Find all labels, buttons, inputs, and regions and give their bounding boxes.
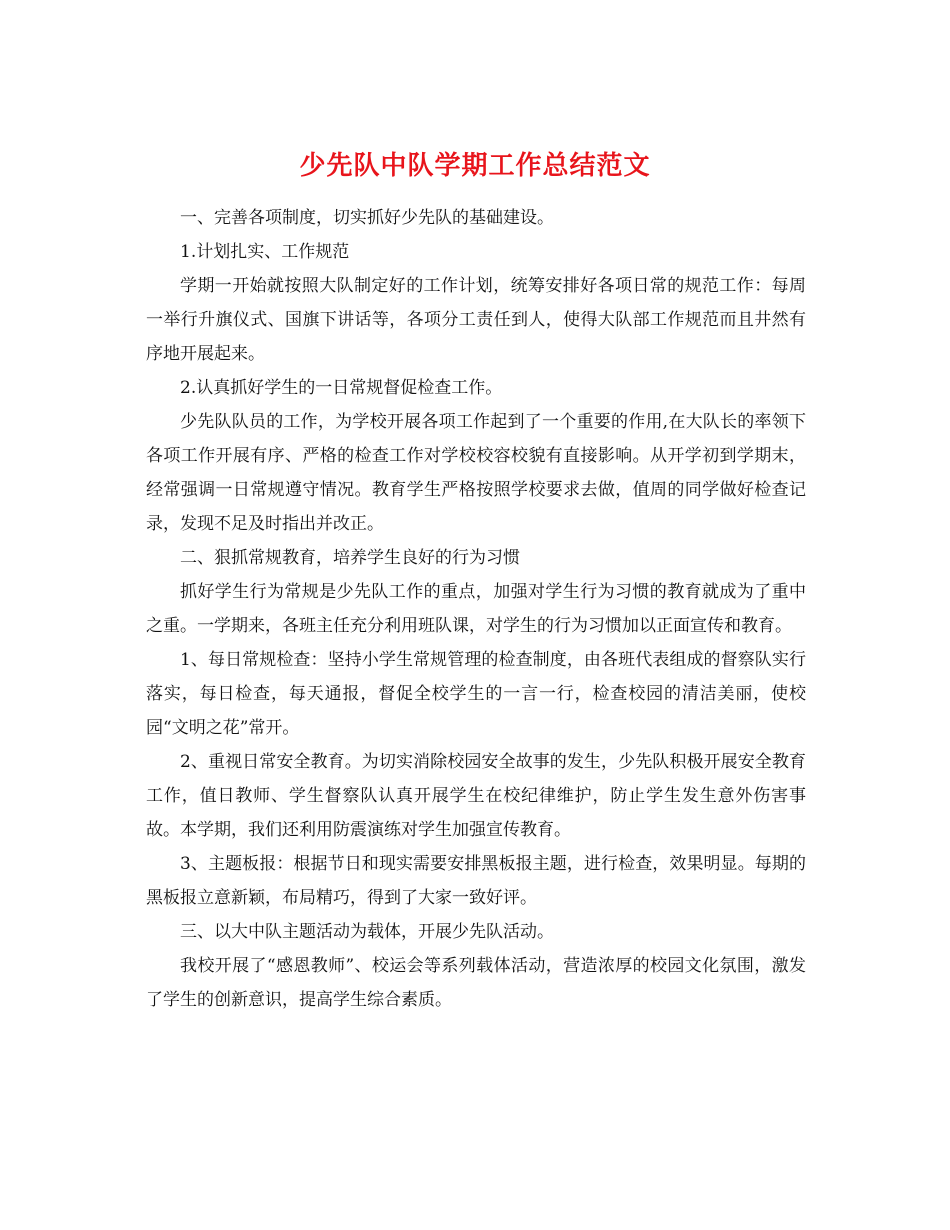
paragraph-body: 学期一开始就按照大队制定好的工作计划，统筹安排好各项日常的规范工作：每周一举行升旗仪式、国旗下讲话等，各项分工责任到人，使得大队部工作规范而且井然有序地开展起来。 [146,276,806,364]
paragraph-section-3-heading: 三、以大中队主题活动为载体，开展少先队活动。 [180,922,554,942]
document-body [146,201,806,1017]
paragraph-body: 我校开展了“感恩教师”、校运会等系列载体活动，营造浓厚的校园文化氛围，激发了学生的创新意识，提高学生综合素质。 [146,956,806,1010]
paragraph-body: 少先队队员的工作，为学校开展各项工作起到了一个重要的作用,在大队长的率领下各项工作开展有序、严格的检查工作对学校校容校貌有直接影响。从开学初到学期末，经常强调一日常规遵守情况。教育学生严格按照学校要求去做，值周的同学做好检查记录，发现不足及时指出并改正。 [146,412,806,534]
paragraph-section-2-heading: 二、狠抓常规教育，培养学生良好的行为习惯 [180,548,520,568]
paragraph-list-item-2: 2、重视日常安全教育。为切实消除校园安全故事的发生，少先队积极开展安全教育工作，值日教师、学生督察队认真开展学生在校纪律维护，防止学生发生意外伤害事故。本学期，我们还利用防震演练对学生加强宣传教育。 [146,752,806,840]
paragraph-section-1-heading: 一、完善各项制度，切实抓好少先队的基础建设。 [180,208,554,228]
paragraph-list-item-3: 3、主题板报：根据节日和现实需要安排黑板报主题，进行检查，效果明显。每期的黑板报立意新颖，布局精巧，得到了大家一致好评。 [146,854,806,908]
paragraph-body: 抓好学生行为常规是少先队工作的重点，加强对学生行为习惯的教育就成为了重中之重。一学期来，各班主任充分利用班队课，对学生的行为习惯加以正面宣传和教育。 [146,582,806,636]
paragraph-subheading-2: 2.认真抓好学生的一日常规督促检查工作。 [180,378,503,398]
paragraph-subheading-1: 1.计划扎实、工作规范 [180,242,350,262]
paragraph-list-item-1: 1、每日常规检查：坚持小学生常规管理的检查制度，由各班代表组成的督察队实行落实，每日检查，每天通报，督促全校学生的一言一行，检查校园的清洁美丽，使校园“文明之花”常开。 [146,650,806,738]
document-title: 少先队中队学期工作总结范文 [299,151,651,182]
